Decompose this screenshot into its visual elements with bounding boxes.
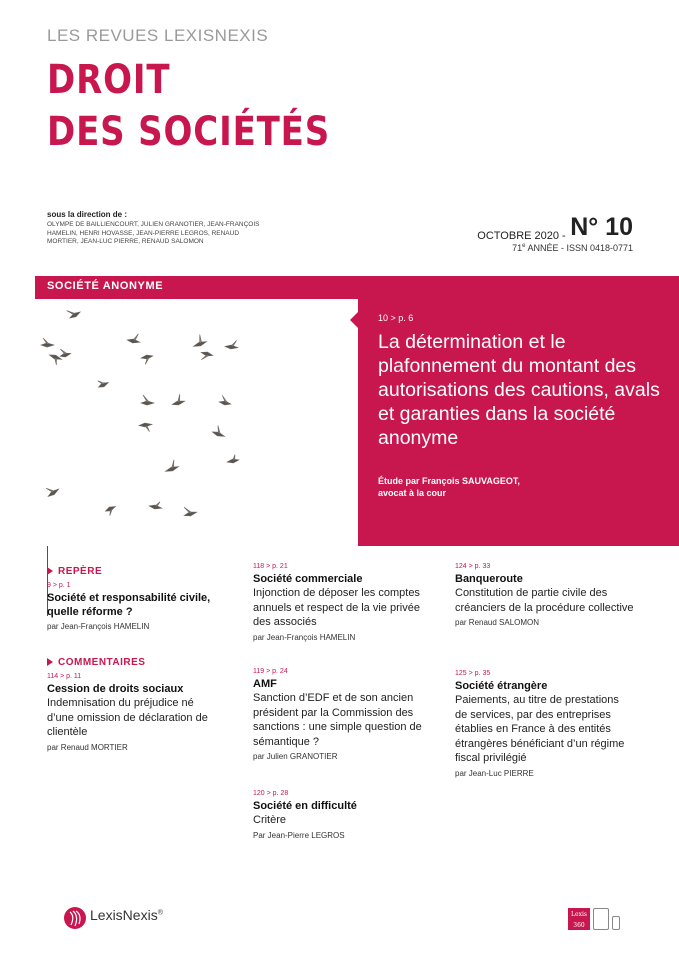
journal-title-line2: DES SOCIÉTÉS: [47, 109, 331, 155]
bird-icon: [199, 351, 213, 363]
article-desc: Injonction de déposer les comptes annuels et respect de la vie privée des associés: [253, 587, 420, 628]
article-ref: 119 > p. 24: [253, 668, 288, 675]
article-ref: 125 > p. 35: [455, 670, 491, 677]
lexisnexis-logo-icon: [62, 905, 88, 931]
bird-icon: [190, 333, 207, 348]
article-title: Société en difficulté: [253, 800, 357, 812]
article-author: par Renaud MORTIER: [47, 742, 128, 752]
article-title: Cession de droits sociaux: [47, 683, 184, 695]
article-author: Par Jean-Pierre LEGROS: [253, 830, 345, 840]
bird-icon: [47, 353, 62, 366]
bird-icon: [225, 340, 239, 350]
tablet-icon: [593, 908, 609, 930]
article-desc: Critère: [253, 814, 287, 826]
bird-icon: [182, 504, 197, 517]
article-4[interactable]: [253, 668, 463, 761]
badge-line2: 360: [573, 922, 585, 929]
article-desc: Constitution de partie civile des créanciers de la procédure collective: [455, 587, 634, 614]
lexis360-badge: [568, 908, 590, 930]
publisher-label: LexisNexis: [90, 907, 158, 923]
article-author: par Jean-François HAMELIN: [253, 632, 356, 642]
article-title: AMF: [253, 678, 277, 690]
bird-icon: [43, 482, 59, 498]
article-author: par Jean-Luc PIERRE: [455, 768, 534, 778]
bird-icon: [219, 395, 232, 406]
bird-icon: [170, 393, 185, 406]
direction-label: sous la direction de :: [47, 210, 128, 219]
issue-year-sup: e: [522, 243, 526, 249]
article-author: par Julien GRANOTIER: [253, 752, 338, 761]
bird-icon: [58, 347, 71, 359]
journal-title-line1: DROIT: [47, 57, 171, 103]
birds-illustration: [35, 299, 358, 546]
article-1[interactable]: [47, 582, 257, 631]
article-ref: 114 > p. 11: [47, 673, 82, 680]
triangle-icon: [47, 567, 53, 575]
bird-icon: [141, 395, 154, 405]
phone-icon: [612, 916, 620, 930]
section-repere: [47, 566, 102, 577]
issue-date: OCTOBRE 2020 -: [477, 230, 566, 242]
section-commentaires: [47, 657, 145, 668]
issue-info: [477, 213, 633, 242]
series-name: LES REVUES LEXISNEXIS: [47, 26, 269, 45]
bird-icon: [141, 354, 154, 365]
publisher-name: [90, 907, 163, 923]
feature-author-line1: Étude par François SAUVAGEOT,: [378, 476, 520, 486]
bird-icon: [212, 424, 228, 438]
article-6[interactable]: [455, 563, 665, 627]
article-ref: 9 > p. 1: [47, 582, 71, 589]
bird-icon: [105, 505, 118, 517]
article-title: Banqueroute: [455, 573, 523, 585]
feature-author-line2: avocat à la cour: [378, 488, 447, 498]
section-repere-label: REPÈRE: [58, 566, 103, 577]
article-desc: Indemnisation du préjudice né d’une omission de déclaration de clientèle: [47, 697, 208, 738]
issue-year-issn: [512, 243, 633, 253]
article-title: Société étrangère: [455, 680, 548, 692]
feature-ref: 10 > p. 6: [378, 313, 414, 323]
bird-icon: [66, 305, 81, 320]
article-ref: 120 > p. 28: [253, 790, 289, 797]
article-author: par Renaud SALOMON: [455, 618, 540, 627]
article-title: Société et responsabilité civile, quelle réforme ?: [47, 592, 211, 618]
issn: ANNÉE - ISSN 0418-0771: [525, 243, 633, 253]
issue-number: N° 10: [570, 213, 633, 241]
bird-icon: [41, 338, 54, 347]
article-ref: 118 > p. 21: [253, 563, 288, 570]
bird-icon: [96, 377, 109, 389]
article-5[interactable]: [253, 790, 463, 840]
feature-author: [378, 475, 520, 499]
article-desc: Sanction d’EDF et de son ancien président par la Commission des sanctions : une simple question de sémantique ?: [253, 692, 422, 748]
badge-line1: Lexis: [571, 911, 587, 918]
article-2[interactable]: [47, 673, 257, 752]
feature-rubric: SOCIÉTÉ ANONYME: [47, 280, 164, 292]
issue-year: 71: [512, 243, 523, 253]
bird-icon: [226, 454, 239, 464]
bird-icon: [139, 422, 153, 432]
bird-icon: [127, 332, 142, 344]
article-author: par Jean-François HAMELIN: [47, 622, 150, 631]
direction-names: OLYMPE DE BAILLIENCOURT, JULIEN GRANOTIER, JEAN-FRANÇOIS HAMELIN, HENRI HOVASSE, JEAN-PIERRE LEGROS, RENAUD MORTIER, JEAN-LUC PIERRE, RENAUD SALOMON: [47, 221, 260, 246]
article-7[interactable]: [455, 670, 665, 778]
triangle-icon: [47, 658, 53, 666]
section-commentaires-label: COMMENTAIRES: [58, 657, 146, 668]
article-desc: Paiements, au titre de prestations de services, par des entreprises établies en France à des entités étrangères bénéficiant d’un régime fiscal privilégié: [455, 694, 625, 764]
article-title: Société commerciale: [253, 573, 363, 585]
bird-icon: [149, 500, 163, 510]
publisher-mark: ®: [157, 909, 163, 917]
article-3[interactable]: [253, 563, 463, 642]
feature-title: La détermination et le plafonnement du montant des autorisations des cautions, avals et garanties dans la société anonyme: [378, 331, 660, 449]
bird-icon: [163, 459, 180, 473]
article-ref: 124 > p. 33: [455, 563, 491, 570]
